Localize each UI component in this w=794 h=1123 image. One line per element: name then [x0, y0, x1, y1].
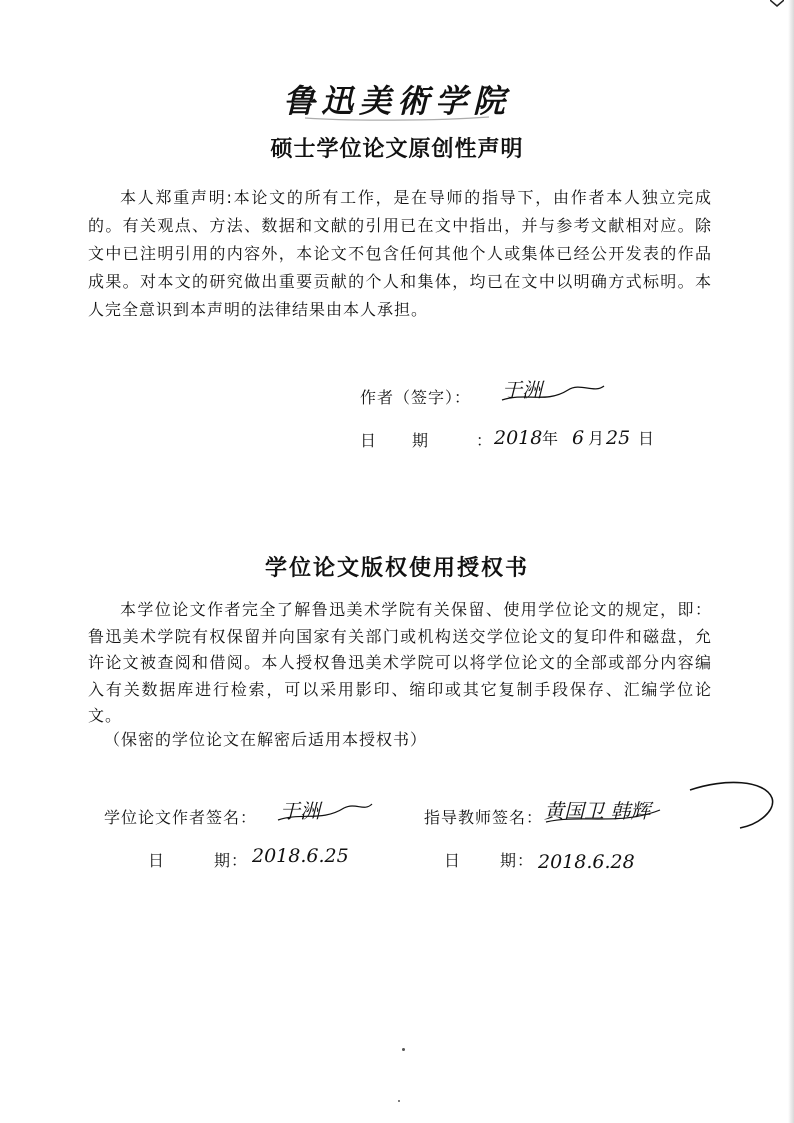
- declaration-date-colon: ：: [476, 431, 494, 450]
- svg-text:2018.6.28: 2018.6.28: [538, 851, 635, 873]
- declaration-body: 本人郑重声明:本论文的所有工作，是在导师的指导下，由作者本人独立完成的。有关观点、方法、数据和文献的引用已在文中指出，并与参考文献相对应。除文中已注明引用的内容外，本论文不包含任何其他个人或集体已经公开发表的作品成果。对本文的研究做出重要贡献的个人和集体，均已在文中以明确方式标明。本人完全意识到本声明的法律结果由本人承担。: [88, 188, 712, 319]
- svg-text:黄国卫 韩辉: 黄国卫 韩辉: [544, 799, 651, 823]
- declaration-date-label-2: 期: [412, 431, 430, 450]
- author-date-label-2: 期：: [214, 851, 249, 870]
- institution-logo-calligraphy: [267, 74, 527, 126]
- author-date: [250, 836, 380, 872]
- authorization-title: 学位论文版权使用授权书: [264, 556, 529, 581]
- svg-text:于洲: 于洲: [280, 799, 320, 823]
- advisor-date-label-1: 日: [444, 851, 462, 870]
- declaration-date-label-1: 日: [360, 431, 378, 450]
- svg-text:日: 日: [638, 429, 655, 448]
- scan-corner-mark: [770, 0, 784, 8]
- thesis-author-signature: [272, 790, 382, 828]
- svg-text:2018: 2018: [494, 427, 543, 449]
- svg-text:年: 年: [542, 429, 559, 448]
- svg-text:月: 月: [588, 429, 605, 448]
- declaration-date: [492, 418, 672, 454]
- svg-text:25: 25: [606, 427, 631, 449]
- advisor-date: [536, 840, 666, 876]
- svg-text:鲁迅美術学院: 鲁迅美術学院: [282, 82, 512, 120]
- svg-text:于洲: 于洲: [502, 378, 542, 402]
- scan-speck: [402, 1048, 405, 1051]
- institution-logo: [0, 74, 794, 126]
- scan-speck: [398, 1100, 400, 1102]
- advisor-date-label-2: 期：: [500, 851, 535, 870]
- advisor-sign-label: 指导教师签名：: [424, 808, 544, 827]
- thesis-author-sign-label: 学位论文作者签名：: [104, 808, 258, 827]
- authorization-body: 本学位论文作者完全了解鲁迅美术学院有关保留、使用学位论文的规定，即：鲁迅美术学院有权保留并向国家有关部门或机构送交学位论文的复印件和磁盘，允许论文被查阅和借阅。本人授权鲁迅美术学院可以将学位论文的全部或部分内容编入有关数据库进行检索，可以采用影印、缩印或其它复制手段保存、汇编学位论文。: [88, 600, 712, 725]
- author-signature-label: 作者（签字）：: [360, 388, 472, 407]
- author-signature: [498, 368, 608, 408]
- svg-text:6: 6: [572, 427, 585, 449]
- declaration-title: 硕士学位论文原创性声明: [270, 137, 524, 162]
- confidentiality-note: （保密的学位论文在解密后适用本授权书）: [104, 730, 428, 749]
- advisor-signature: [540, 770, 780, 840]
- author-date-label-1: 日: [148, 851, 166, 870]
- svg-text:2018.6.25: 2018.6.25: [252, 845, 349, 867]
